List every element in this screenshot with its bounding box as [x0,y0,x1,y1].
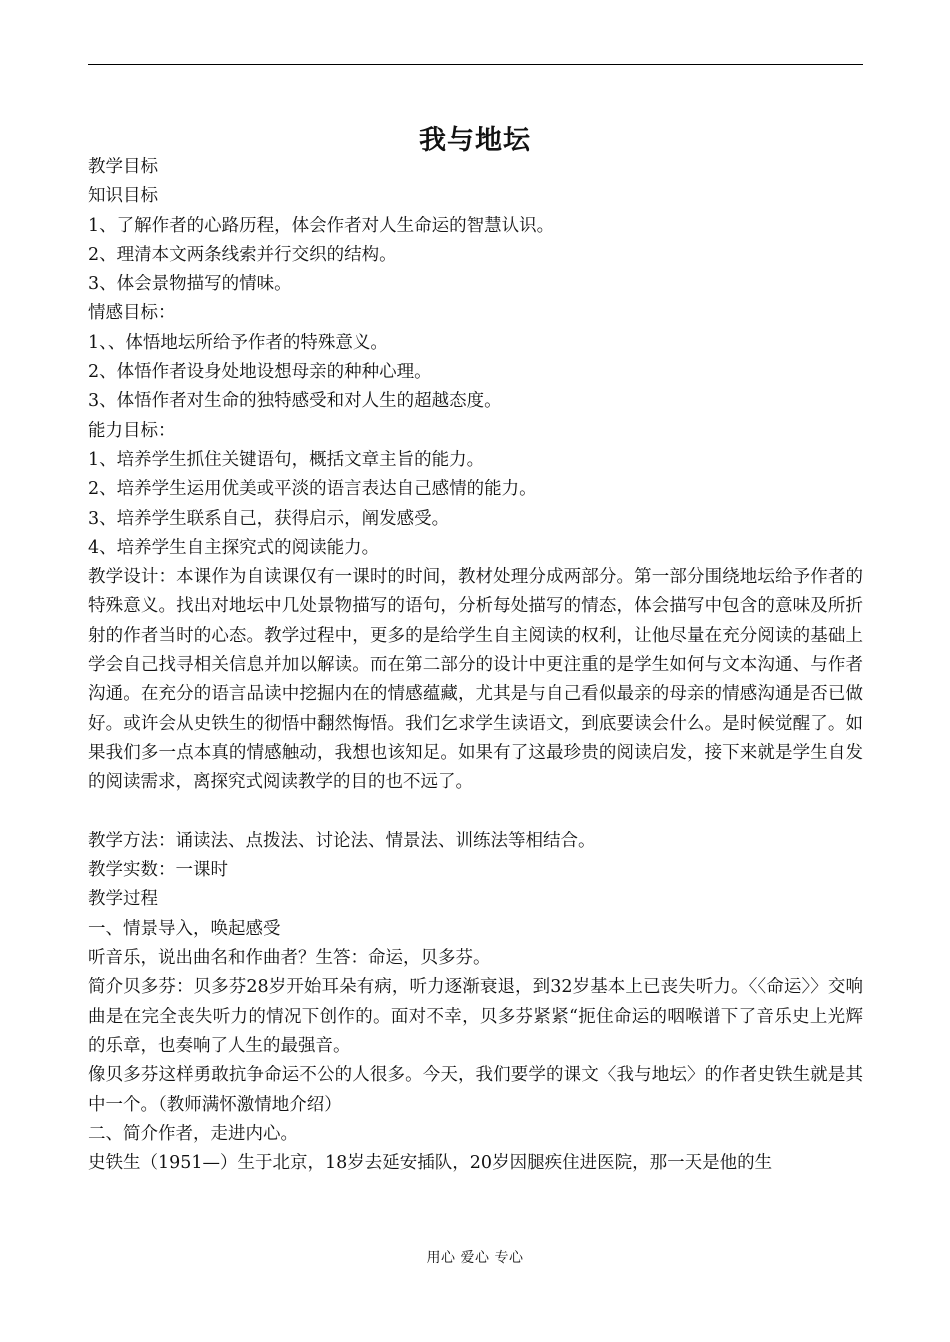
emotion-goal-1: 1、、体悟地坛所给予作者的特殊意义。 [88,332,388,353]
section-two-heading: 二、简介作者，走进内心。 [88,1123,298,1144]
beethoven-paragraph: 简介贝多芬：贝多芬28岁开始耳朵有病，听力逐渐衰退，到32岁基本上已丧失听力。〈〈命运〉〉交响曲是在完全丧失听力的情况下创作的。面对不幸，贝多芬紧紧“扼住命运的咽喉谱下了音乐史上光辉的乐章，也奏响了人生的最强音。 [88,977,863,1056]
ability-goal-4: 4、培养学生自主探究式的阅读能力。 [88,537,380,558]
section-one-heading: 一、情景导入，唤起感受 [88,918,281,939]
ability-goal-3: 3、培养学生联系自己，获得启示，阐发感受。 [88,508,450,529]
heading-ability-goals: 能力目标： [88,420,176,441]
emotion-goal-3: 3、体悟作者对生命的独特感受和对人生的超越态度。 [88,391,502,412]
struggle-paragraph: 像贝多芬这样勇敢抗争命运不公的人很多。今天，我们要学的课文〈我与地坛〉的作者史铁生就是其中一个。（教师满怀激情地介绍） [88,1065,863,1115]
heading-knowledge-goals: 知识目标 [88,186,158,207]
teaching-hours: 教学实数：一课时 [88,860,228,881]
knowledge-goal-1: 1、了解作者的心路历程，体会作者对人生命运的智慧认识。 [88,215,555,236]
ability-goal-1: 1、培养学生抓住关键语句，概括文章主旨的能力。 [88,449,485,470]
ability-goal-2: 2、培养学生运用优美或平淡的语言表达自己感情的能力。 [88,479,537,500]
knowledge-goal-3: 3、体会景物描写的情味。 [88,274,292,295]
knowledge-goal-2: 2、理清本文两条线索并行交织的结构。 [88,244,397,265]
teaching-methods: 教学方法：诵读法、点拨法、讨论法、情景法、训练法等相结合。 [88,830,596,851]
music-question: 听音乐，说出曲名和作曲者？生答：命运，贝多芬。 [88,948,491,969]
heading-teaching-process: 教学过程 [88,889,158,910]
author-intro-line: 史铁生（1951—）生于北京，18岁去延安插队，20岁因腿疾住进医院，那一天是他的生 [88,1153,773,1174]
document-body [88,153,863,1178]
heading-teaching-goals: 教学目标 [88,157,158,177]
emotion-goal-2: 2、体悟作者设身处地设想母亲的种种心理。 [88,362,432,383]
teaching-design-paragraph: 教学设计：本课作为自读课仅有一课时的时间，教材处理分成两部分。第一部分围绕地坛给予作者的特殊意义。找出对地坛中几处景物描写的语句，分析每处描写的情态，体会描写中包含的意味及所折射的作者当时的心态。教学过程中，更多的是给学生自主阅读的权利，让他尽量在充分阅读的基础上学会自己找寻相关信息并加以解读。而在第二部分的设计中更注重的是学生如何与文本沟通、与作者沟通。在充分的语言品读中挖掘内在的情感蕴藏，尤其是与自己看似最亲的母亲的情感沟通是否已做好。或许会从史铁生的彻悟中翻然悔悟。我们乞求学生读语文，到底要读会什么。是时候觉醒了。如果我们多一点本真的情感触动，我想也该知足。如果有了这最珍贵的阅读启发，接下来就是学生自发的阅读需求，离探究式阅读教学的目的也不远了。 [88,567,863,793]
blank-line [88,798,863,827]
page-footer: 用心 爱心 专心 [426,1250,524,1266]
heading-emotion-goals: 情感目标： [88,303,176,324]
page-title: 我与地坛 [419,125,531,156]
header-rule [88,64,863,65]
